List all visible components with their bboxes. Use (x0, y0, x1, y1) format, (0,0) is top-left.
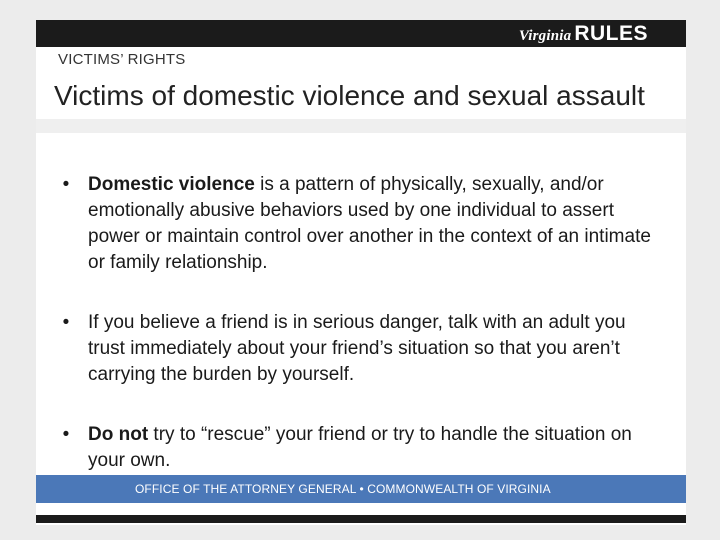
bullet-item (56, 172, 666, 276)
logo-script-text: Virginia (518, 28, 572, 44)
logo-bold-text: RULES (574, 22, 648, 45)
bullet-marker: • (62, 424, 70, 445)
bullet-bold-term: Domestic violence (88, 174, 255, 195)
bullet-marker: • (62, 312, 70, 333)
slide (36, 20, 686, 525)
bullet-text: is a pattern of physically, sexually, and/or emotionally abusive behaviors used by one individual to assert power or maintain control over another in the context of an intimate or family relationship. (88, 174, 651, 273)
bullet-list (56, 172, 666, 474)
bullet-marker: • (62, 174, 70, 195)
bullet-item (56, 310, 666, 388)
footer-bar (36, 475, 686, 503)
top-bar (36, 20, 686, 47)
virginia-rules-logo (519, 22, 648, 45)
bullet-text: If you believe a friend is in serious danger, talk with an adult you trust immediately about your friend’s situation so that you aren’t carrying the burden by yourself. (88, 312, 626, 385)
footer-text: OFFICE OF THE ATTORNEY GENERAL • COMMONWEALTH OF VIRGINIA (135, 482, 551, 496)
slide-subtitle: VICTIMS’ RIGHTS (58, 51, 186, 68)
bullet-text: try to “rescue” your friend or try to handle the situation on your own. (88, 424, 632, 471)
slide-title: Victims of domestic violence and sexual assault (54, 80, 645, 111)
bullet-bold-term: Do not (88, 424, 149, 445)
bullet-item (56, 422, 666, 474)
bottom-rule (36, 515, 686, 523)
